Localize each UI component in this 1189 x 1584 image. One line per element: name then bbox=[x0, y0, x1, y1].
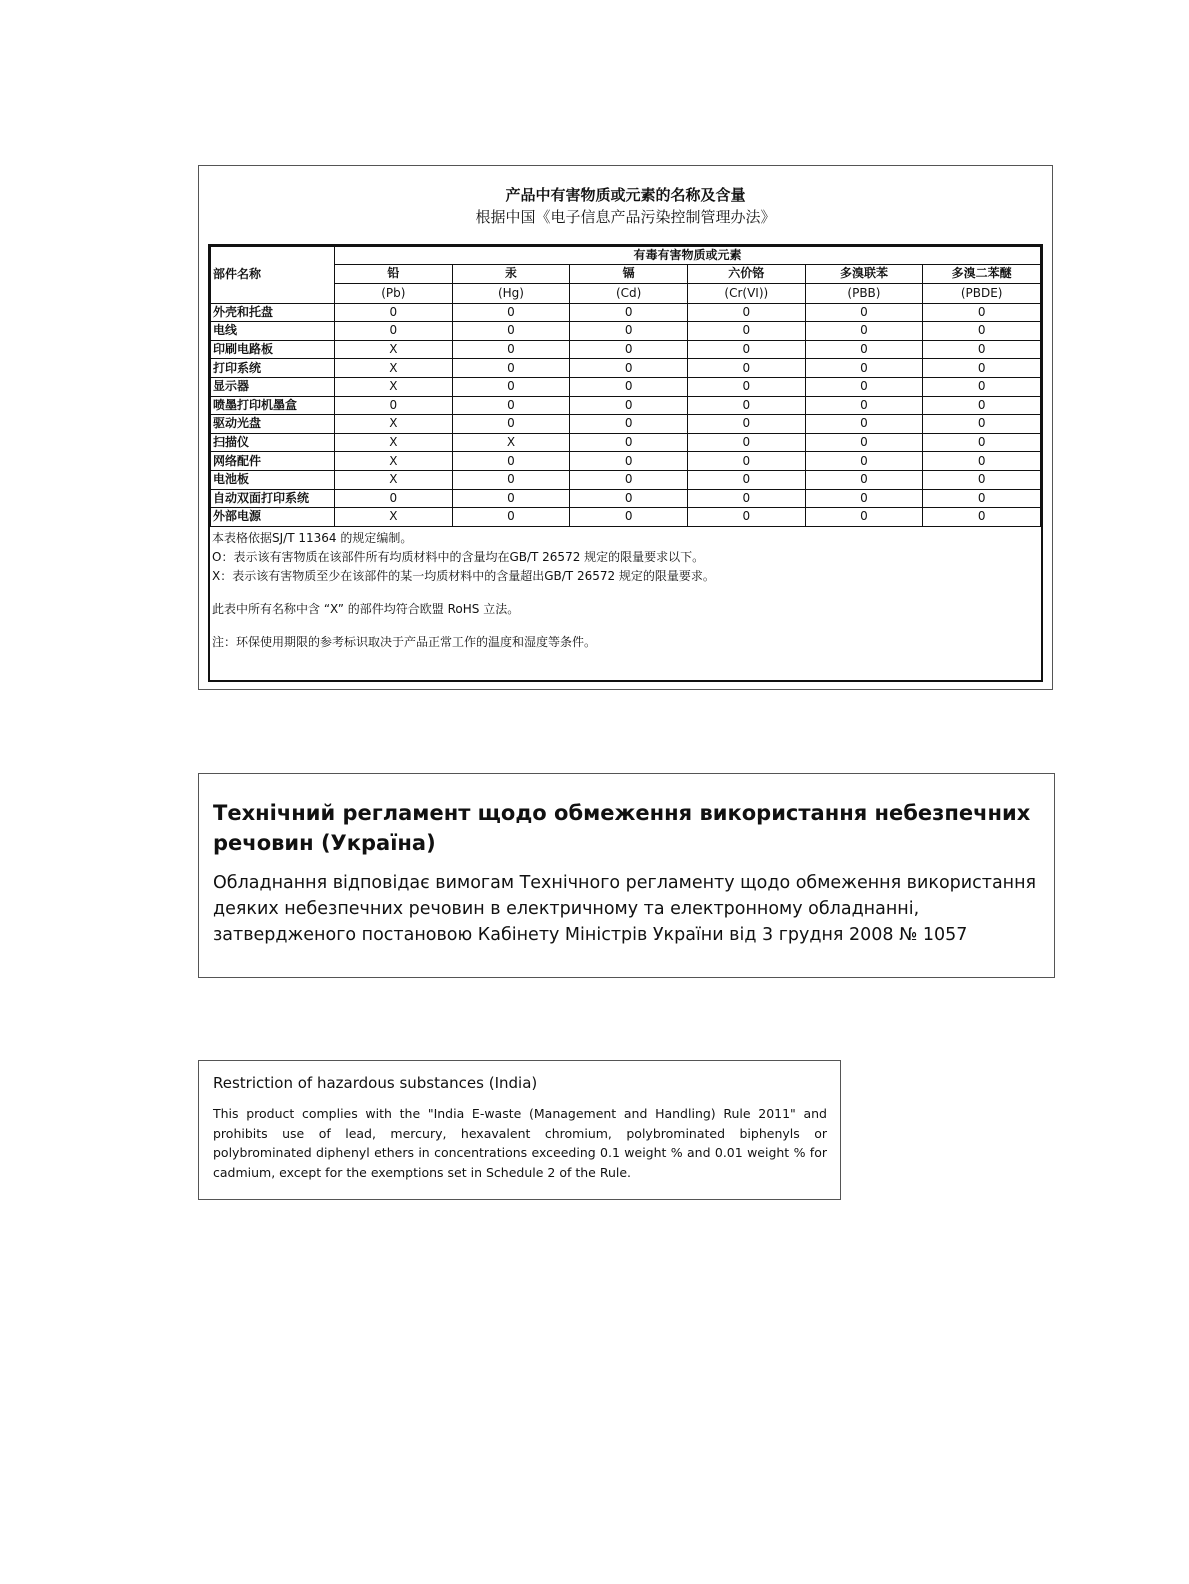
substance-value-cell: 0 bbox=[805, 340, 923, 359]
substance-symbol: (Hg) bbox=[452, 283, 570, 303]
substance-value-cell: 0 bbox=[570, 470, 688, 489]
substance-value-cell: 0 bbox=[570, 340, 688, 359]
table-row bbox=[211, 489, 1041, 508]
table-row bbox=[211, 396, 1041, 415]
substance-value-cell: 0 bbox=[923, 303, 1041, 322]
substance-name: 铅 bbox=[335, 265, 453, 284]
substance-name: 多溴二苯醚 bbox=[923, 265, 1041, 284]
substance-symbol: (PBDE) bbox=[923, 283, 1041, 303]
substance-value-cell: 0 bbox=[452, 415, 570, 434]
part-name-cell: 电池板 bbox=[211, 470, 335, 489]
substance-value-cell: 0 bbox=[923, 433, 1041, 452]
note-basis: 本表格依据SJ/T 11364 的规定编制。 bbox=[212, 530, 413, 545]
substance-value-cell: 0 bbox=[570, 322, 688, 341]
substance-value-cell: 0 bbox=[452, 489, 570, 508]
table-row bbox=[211, 415, 1041, 434]
substance-value-cell: 0 bbox=[452, 452, 570, 471]
substance-value-cell: 0 bbox=[687, 359, 805, 378]
substance-symbol: (Cd) bbox=[570, 283, 688, 303]
substance-value-cell: 0 bbox=[452, 322, 570, 341]
substance-value-cell: 0 bbox=[805, 489, 923, 508]
substance-value-cell: 0 bbox=[570, 303, 688, 322]
substance-value-cell: 0 bbox=[805, 303, 923, 322]
hazardous-substances-table bbox=[210, 246, 1041, 527]
substance-value-cell: 0 bbox=[687, 470, 805, 489]
substance-value-cell: 0 bbox=[452, 508, 570, 527]
substance-value-cell: X bbox=[335, 359, 453, 378]
part-name-cell: 电线 bbox=[211, 322, 335, 341]
substance-value-cell: 0 bbox=[687, 322, 805, 341]
substance-value-cell: 0 bbox=[805, 396, 923, 415]
note-eco-period: 注：环保使用期限的参考标识取决于产品正常工作的温度和湿度等条件。 bbox=[212, 634, 597, 649]
india-rohs-section bbox=[198, 1060, 841, 1200]
substance-name: 六价铬 bbox=[687, 265, 805, 284]
part-name-cell: 显示器 bbox=[211, 377, 335, 396]
substance-value-cell: X bbox=[452, 433, 570, 452]
substance-value-cell: 0 bbox=[570, 377, 688, 396]
substance-value-cell: 0 bbox=[805, 322, 923, 341]
substance-name: 多溴联苯 bbox=[805, 265, 923, 284]
part-name-cell: 印刷电路板 bbox=[211, 340, 335, 359]
substance-value-cell: X bbox=[335, 433, 453, 452]
china-rohs-subtitle: 根据中国《电子信息产品污染控制管理办法》 bbox=[475, 208, 776, 226]
part-name-cell: 自动双面打印系统 bbox=[211, 489, 335, 508]
substance-value-cell: 0 bbox=[923, 415, 1041, 434]
ukraine-rohs-section bbox=[198, 773, 1055, 978]
table-row bbox=[211, 508, 1041, 527]
substance-value-cell: 0 bbox=[923, 340, 1041, 359]
substance-value-cell: 0 bbox=[570, 452, 688, 471]
table-row bbox=[211, 303, 1041, 322]
substance-value-cell: 0 bbox=[335, 396, 453, 415]
substance-value-cell: 0 bbox=[805, 433, 923, 452]
table-row bbox=[211, 340, 1041, 359]
note-rohs: 此表中所有名称中含 “X” 的部件均符合欧盟 RoHS 立法。 bbox=[212, 601, 520, 616]
substance-value-cell: 0 bbox=[570, 396, 688, 415]
substance-symbol: (PBB) bbox=[805, 283, 923, 303]
substance-value-cell: 0 bbox=[923, 508, 1041, 527]
table-row bbox=[211, 452, 1041, 471]
india-rohs-title: Restriction of hazardous substances (India) bbox=[213, 1074, 538, 1092]
substance-symbol-row bbox=[211, 283, 1041, 303]
substance-value-cell: X bbox=[335, 415, 453, 434]
substance-value-cell: 0 bbox=[452, 359, 570, 378]
substance-value-cell: 0 bbox=[452, 377, 570, 396]
substance-value-cell: 0 bbox=[687, 377, 805, 396]
part-name-cell: 打印系统 bbox=[211, 359, 335, 378]
substance-value-cell: 0 bbox=[570, 508, 688, 527]
substance-value-cell: 0 bbox=[687, 303, 805, 322]
substance-value-cell: 0 bbox=[923, 452, 1041, 471]
substance-value-cell: 0 bbox=[687, 433, 805, 452]
table-row bbox=[211, 470, 1041, 489]
substance-value-cell: 0 bbox=[687, 340, 805, 359]
part-name-header: 部件名称 bbox=[211, 247, 335, 304]
substance-symbol: (Cr(VI)) bbox=[687, 283, 805, 303]
table-row bbox=[211, 433, 1041, 452]
substance-value-cell: X bbox=[335, 452, 453, 471]
substance-value-cell: 0 bbox=[805, 470, 923, 489]
substance-value-cell: 0 bbox=[687, 452, 805, 471]
substance-value-cell: 0 bbox=[687, 489, 805, 508]
substance-value-cell: 0 bbox=[687, 415, 805, 434]
substance-value-cell: 0 bbox=[570, 433, 688, 452]
substance-value-cell: 0 bbox=[570, 359, 688, 378]
note-zero-meaning: O：表示该有害物质在该部件所有均质材料中的含量均在GB/T 26572 规定的限量要求以下。 bbox=[212, 549, 705, 564]
substance-value-cell: 0 bbox=[805, 377, 923, 396]
substance-value-cell: X bbox=[335, 508, 453, 527]
table-notes bbox=[210, 527, 1041, 652]
substance-name: 汞 bbox=[452, 265, 570, 284]
substance-value-cell: 0 bbox=[570, 415, 688, 434]
substance-value-cell: 0 bbox=[805, 508, 923, 527]
substance-value-cell: 0 bbox=[923, 470, 1041, 489]
china-rohs-table-frame bbox=[208, 244, 1043, 682]
substance-value-cell: 0 bbox=[452, 303, 570, 322]
substance-value-cell: 0 bbox=[923, 322, 1041, 341]
substance-value-cell: 0 bbox=[335, 303, 453, 322]
substance-value-cell: 0 bbox=[452, 470, 570, 489]
part-name-cell: 喷墨打印机墨盒 bbox=[211, 396, 335, 415]
substance-name-row bbox=[211, 265, 1041, 284]
china-rohs-section bbox=[198, 165, 1053, 690]
ukraine-rohs-body: Обладнання відповідає вимогам Технічного регламенту щодо обмеження використання деяких небезпечних речовин в електричному та електронному обладнанні, затвердженого постановою Кабінету Міністрів України від 3 грудня 2008 № 1057 bbox=[213, 873, 1037, 945]
substance-value-cell: 0 bbox=[687, 396, 805, 415]
substance-value-cell: 0 bbox=[335, 322, 453, 341]
substance-value-cell: 0 bbox=[452, 340, 570, 359]
substance-group-header: 有毒有害物质或元素 bbox=[335, 247, 1041, 265]
table-row bbox=[211, 359, 1041, 378]
substance-value-cell: X bbox=[335, 470, 453, 489]
table-row bbox=[211, 377, 1041, 396]
part-name-cell: 外壳和托盘 bbox=[211, 303, 335, 322]
substance-value-cell: 0 bbox=[687, 508, 805, 527]
substance-value-cell: X bbox=[335, 377, 453, 396]
substance-value-cell: 0 bbox=[335, 489, 453, 508]
substance-value-cell: 0 bbox=[923, 377, 1041, 396]
substance-value-cell: 0 bbox=[805, 359, 923, 378]
part-name-cell: 外部电源 bbox=[211, 508, 335, 527]
substance-symbol: (Pb) bbox=[335, 283, 453, 303]
substance-value-cell: 0 bbox=[923, 489, 1041, 508]
note-x-meaning: X：表示该有害物质至少在该部件的某一均质材料中的含量超出GB/T 26572 规定的限量要求。 bbox=[212, 568, 715, 583]
ukraine-rohs-title: Технічний регламент щодо обмеження використання небезпечних речовин (Україна) bbox=[213, 801, 1031, 855]
substance-name: 镉 bbox=[570, 265, 688, 284]
china-rohs-title: 产品中有害物质或元素的名称及含量 bbox=[505, 186, 746, 204]
table-row bbox=[211, 322, 1041, 341]
substance-value-cell: 0 bbox=[452, 396, 570, 415]
india-rohs-body: This product complies with the "India E-waste (Management and Handling) Rule 2011" and prohibits use of lead, mercury, hexavalent chromium, polybrominated biphenyls or polybrominated diphenyl ethers in concentrations exceeding 0.1 weight % and 0.01 weight % for cadmium, except for the exemptions set in Schedule 2 of the Rule. bbox=[213, 1106, 827, 1180]
part-name-cell: 网络配件 bbox=[211, 452, 335, 471]
table-body bbox=[211, 303, 1041, 526]
substance-value-cell: 0 bbox=[805, 415, 923, 434]
substance-value-cell: 0 bbox=[923, 359, 1041, 378]
substance-value-cell: 0 bbox=[570, 489, 688, 508]
part-name-cell: 扫描仪 bbox=[211, 433, 335, 452]
part-name-cell: 驱动光盘 bbox=[211, 415, 335, 434]
substance-value-cell: 0 bbox=[923, 396, 1041, 415]
substance-value-cell: X bbox=[335, 340, 453, 359]
substance-value-cell: 0 bbox=[805, 452, 923, 471]
